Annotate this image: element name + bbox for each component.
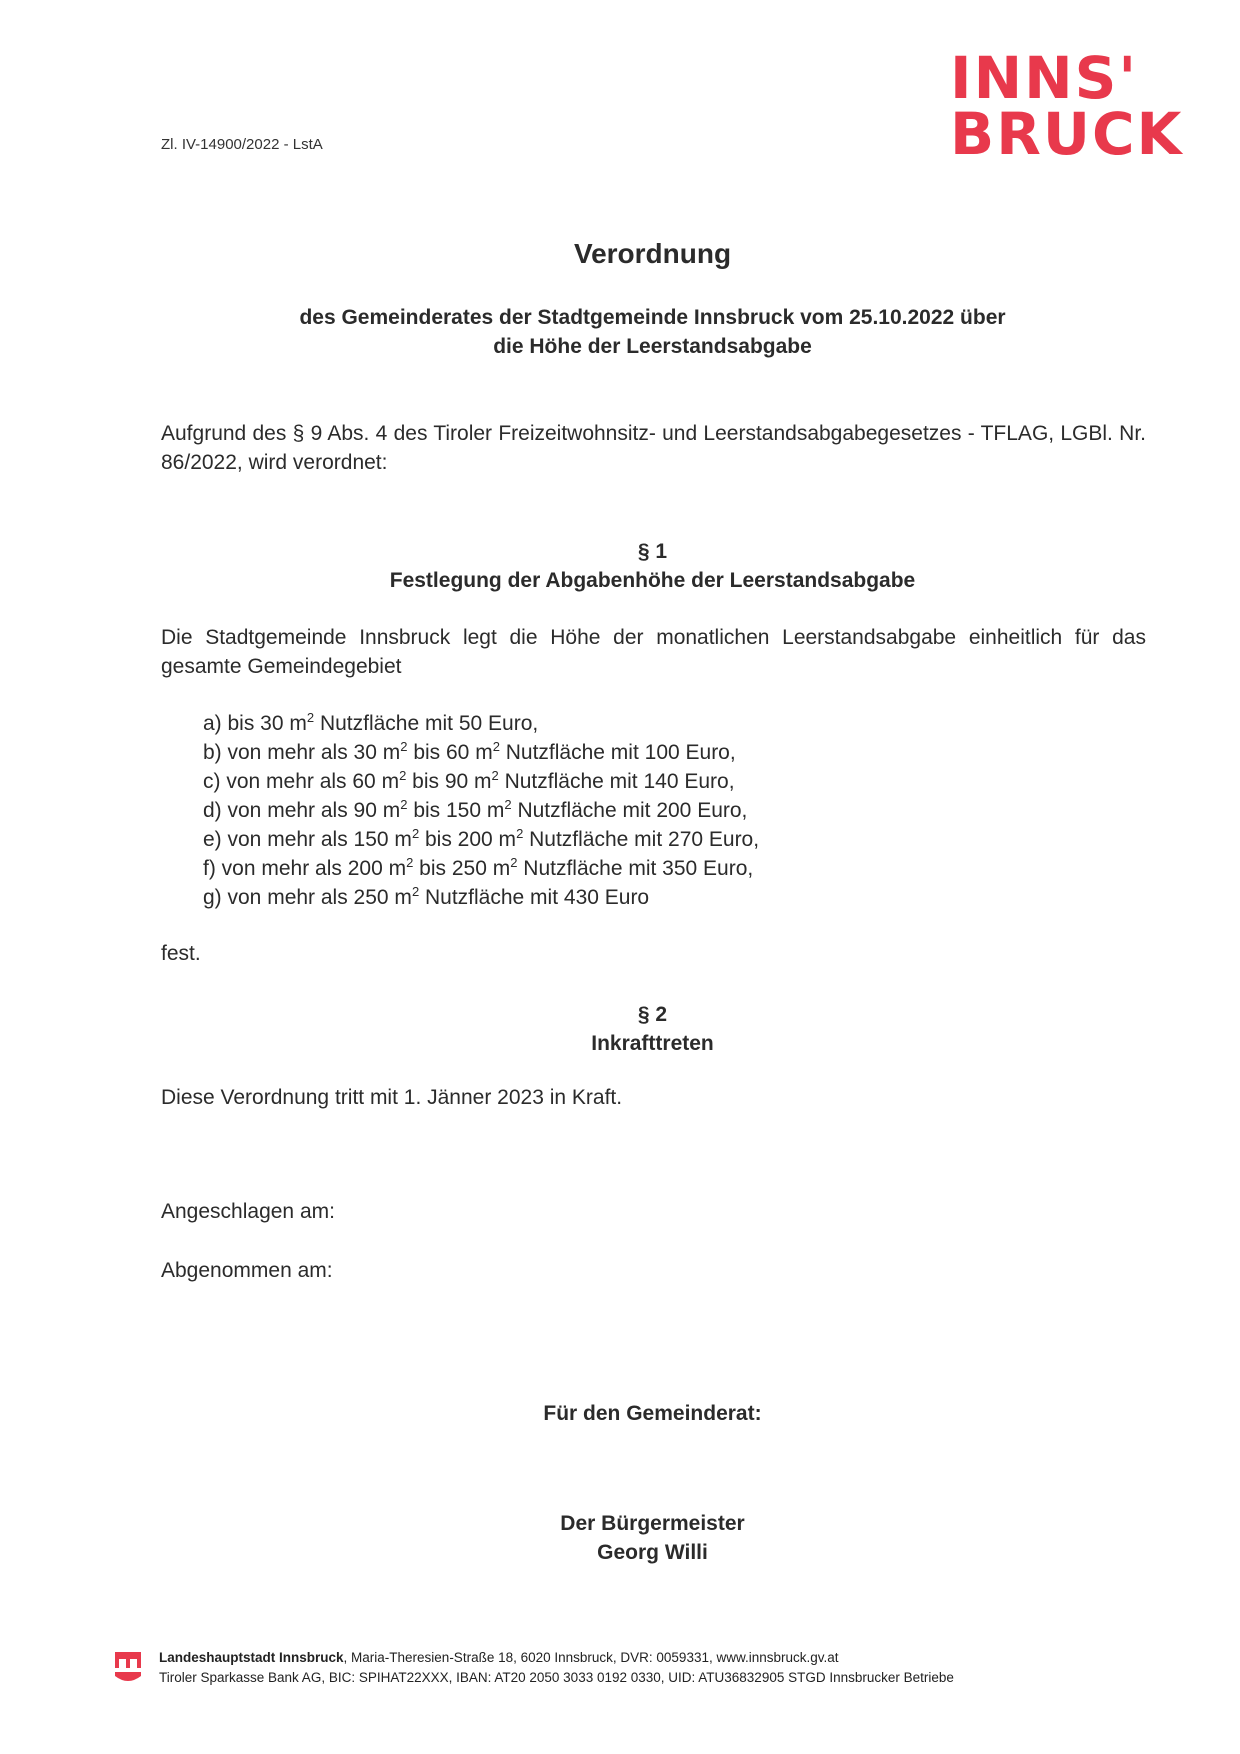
mayor-title: Der Bürgermeister [560, 1512, 745, 1535]
footer-text [159, 1648, 954, 1688]
section-1-number: § 1 [637, 540, 668, 563]
footer-line-1: Landeshauptstadt Innsbruck, Maria-Theresien-Straße 18, 6020 Innsbruck, DVR: 0059331, www.innsbruck.gv.at [159, 1650, 839, 1665]
list-item: f) von mehr als 200 $m^2$ bis 250 $m^2$ Nutzfläche mit 350 Euro, [203, 855, 754, 880]
council-signature-line: Für den Gemeinderat: [543, 1402, 762, 1425]
document-title: Verordnung [573, 238, 732, 269]
mayor-signature-block [150, 1509, 1155, 1567]
section-1-body: Die Stadtgemeinde Innsbruck legt die Höhe der monatlichen Leerstandsabgabe einheitlich für das gesamte Gemeindegebiet [161, 626, 1146, 678]
footer-line-2: Tiroler Sparkasse Bank AG, BIC: SPIHAT22XXX, IBAN: AT20 2050 3033 0192 0330, UID: ATU36832905 STGD Innsbrucker Betriebe [159, 1670, 954, 1685]
section-2-heading: Inkrafttreten [591, 1032, 714, 1055]
section-1-closing: fest. [161, 942, 201, 965]
section-2-header [150, 1000, 1155, 1058]
section-2-body: Diese Verordnung tritt mit 1. Jänner 2023 in Kraft. [161, 1086, 623, 1109]
logo-line-1: INNS' [950, 44, 1139, 112]
posted-label: Angeschlagen am: [161, 1200, 335, 1223]
logo-line-2: BRUCK [950, 100, 1184, 168]
list-item: g) von mehr als 250 $m^2$ Nutzfläche mit 430 Euro [203, 884, 650, 909]
reference-number: Zl. IV-14900/2022 - LstA [161, 136, 323, 153]
section-1-heading: Festlegung der Abgabenhöhe der Leerstandsabgabe [389, 569, 916, 592]
section-1-header [150, 537, 1155, 595]
list-item: c) von mehr als 60 $m^2$ bis 90 $m^2$ Nutzfläche mit 140 Euro, [203, 768, 735, 793]
mayor-name: Georg Willi [597, 1541, 708, 1564]
list-item: a) bis 30 $m^2$ Nutzfläche mit 50 Euro, [203, 710, 539, 735]
innsbruck-logo [950, 44, 1200, 168]
fee-list [203, 709, 759, 912]
list-item: e) von mehr als 150 $m^2$ bis 200 $m^2$ Nutzfläche mit 270 Euro, [203, 826, 760, 851]
subtitle-line-2: die Höhe der Leerstandsabgabe [493, 335, 812, 358]
list-item: d) von mehr als 90 $m^2$ bis 150 $m^2$ Nutzfläche mit 200 Euro, [203, 797, 748, 822]
city-crest-icon [113, 1650, 143, 1686]
removed-label: Abgenommen am: [161, 1259, 333, 1282]
subtitle-line-1: des Gemeinderates der Stadtgemeinde Innsbruck vom 25.10.2022 über [299, 306, 1006, 329]
section-2-number: § 2 [637, 1003, 668, 1026]
list-item: b) von mehr als 30 $m^2$ bis 60 $m^2$ Nutzfläche mit 100 Euro, [203, 739, 736, 764]
intro-paragraph: Aufgrund des § 9 Abs. 4 des Tiroler Freizeitwohnsitz- und Leerstandsabgabegesetzes - TFLAG, LGBl. Nr. 86/2022, wird verordnet: [161, 422, 1146, 474]
document-subtitle [150, 303, 1155, 361]
